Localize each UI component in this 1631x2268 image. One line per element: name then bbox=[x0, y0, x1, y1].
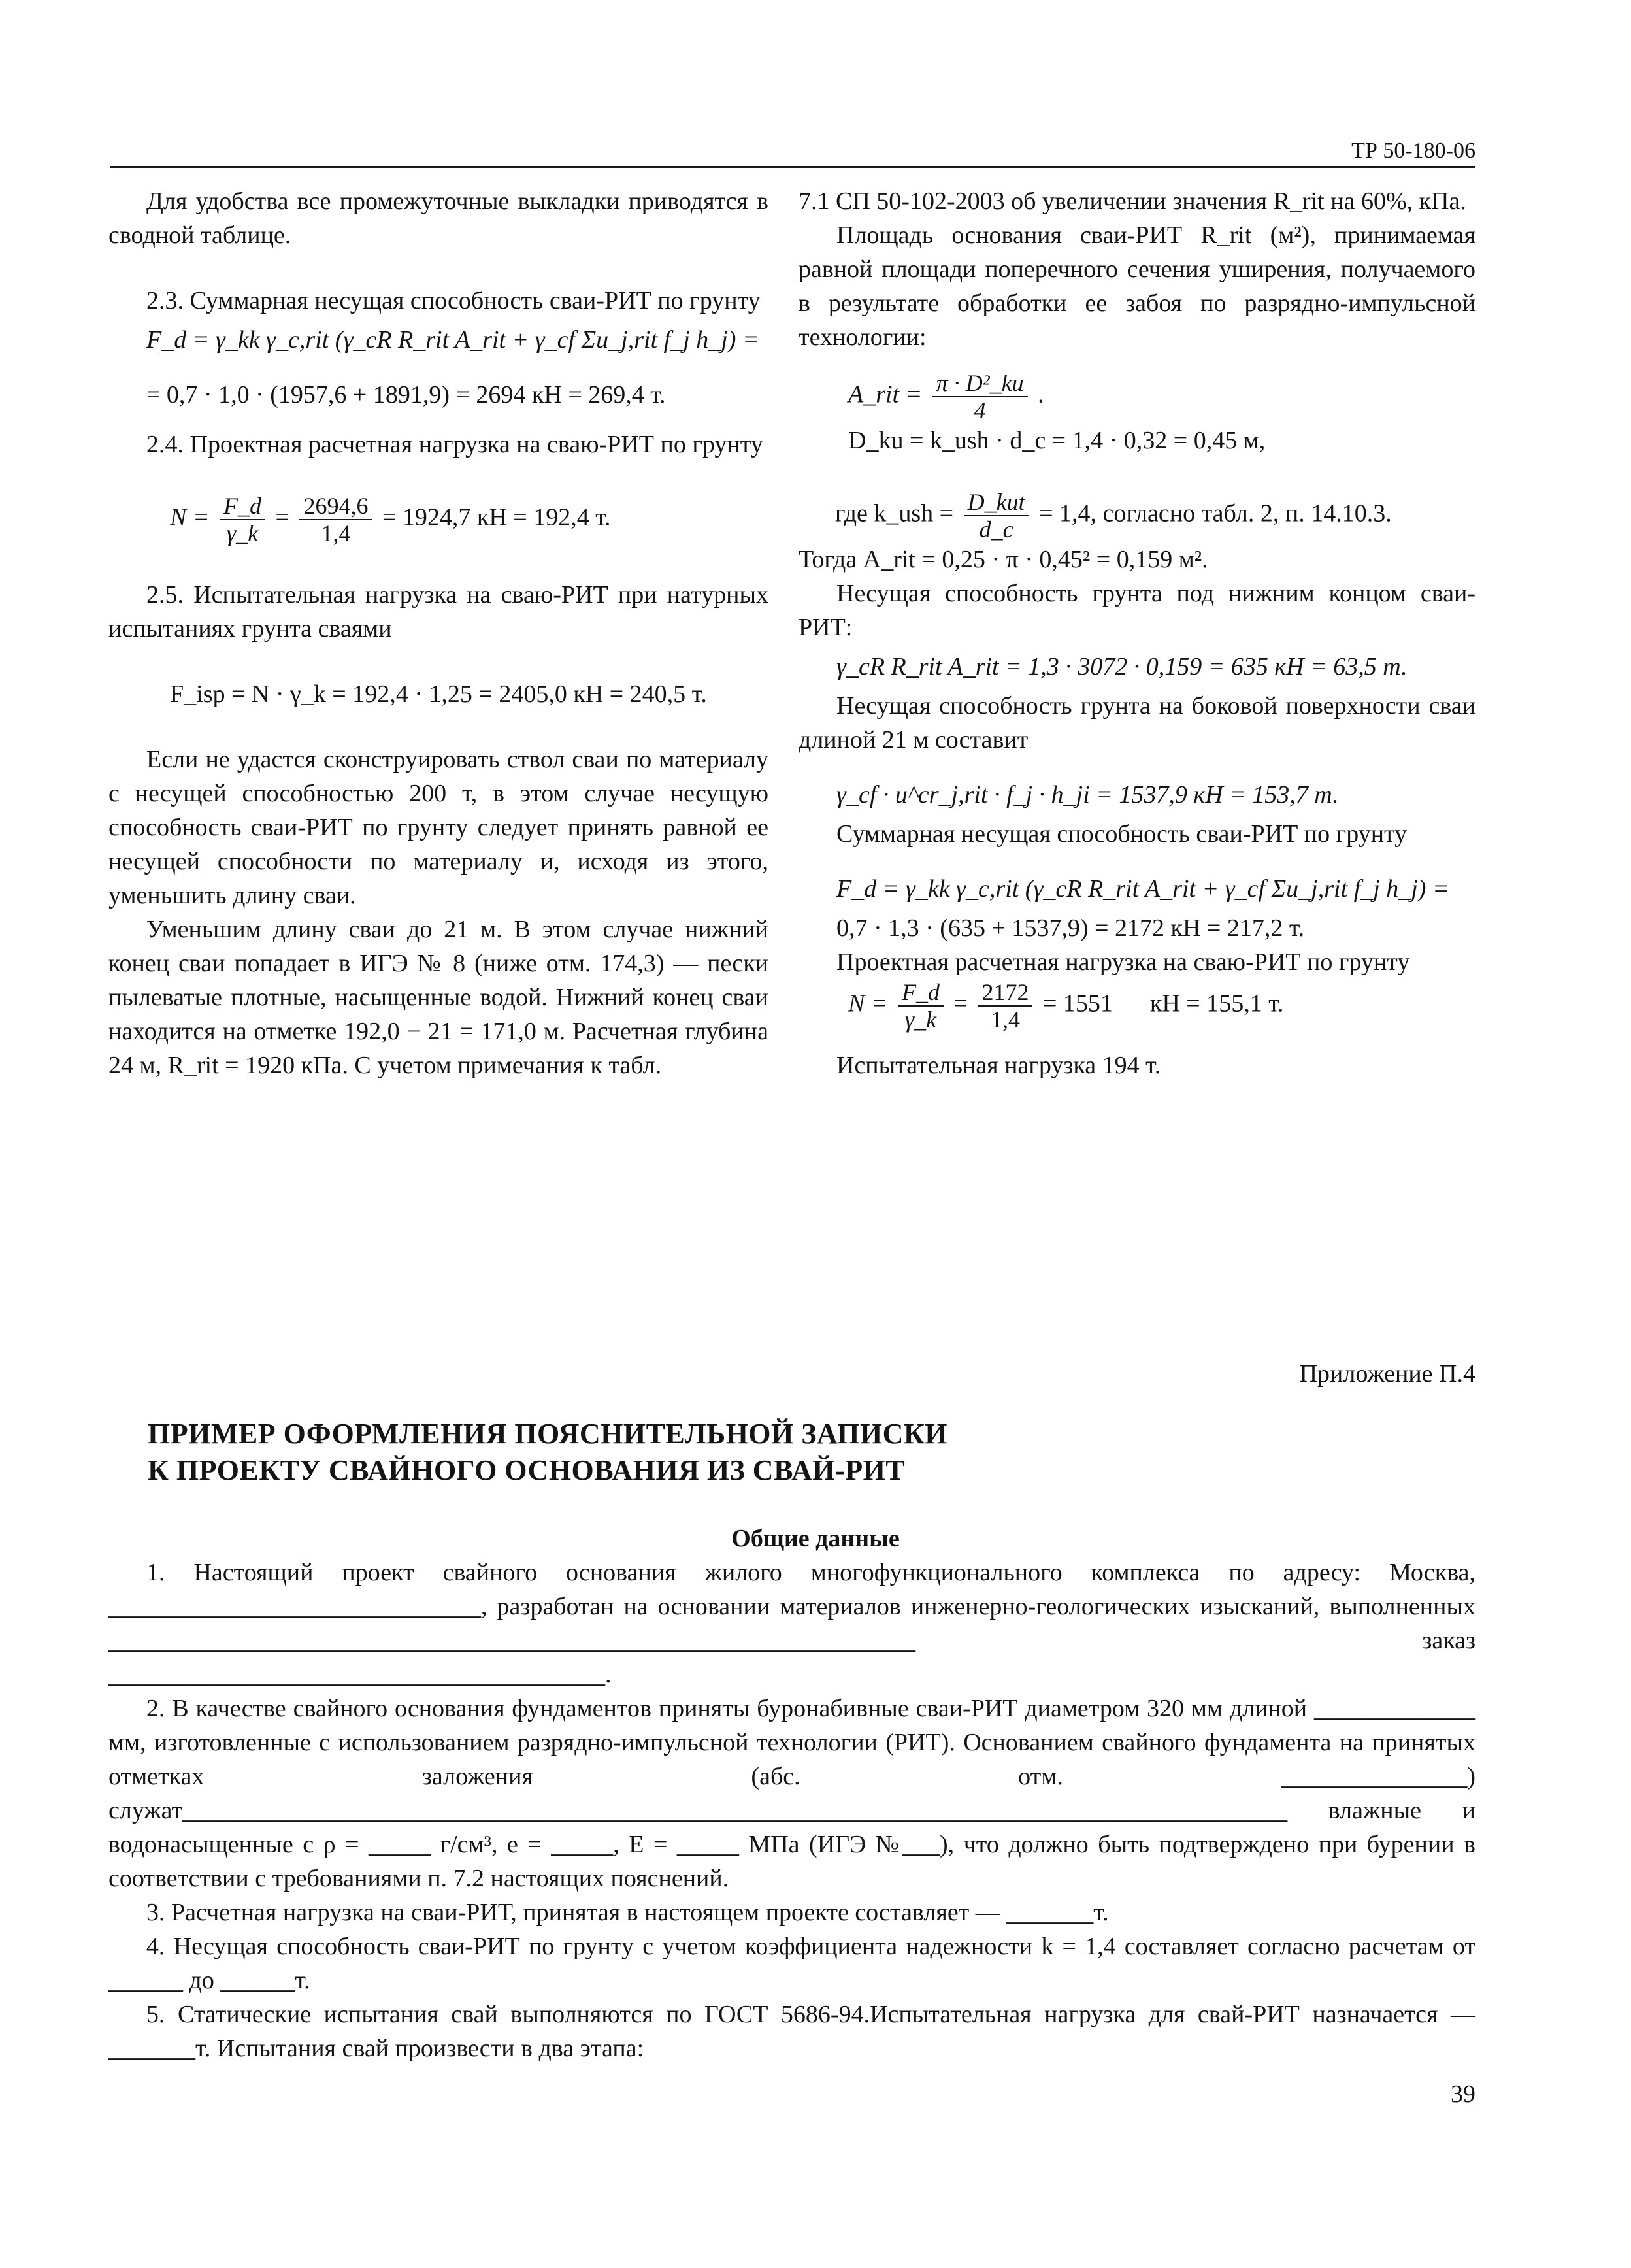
fraction-numerator: D_kut bbox=[964, 489, 1029, 516]
appendix-item-1: 1. Настоящий проект свайного основания жилого многофункционального комплекса по адресу: Москва, ______________________________, разработан на основании материалов инженерно-геологических изысканий, выполненных _________________________________________________________________ заказ ________________________________________. bbox=[108, 1559, 1475, 1688]
left-column bbox=[108, 184, 768, 1082]
appendix-item-4: 4. Несущая способность сваи-РИТ по грунту с учетом коэффициента надежности k = 1,4 составляет согласно расчетам от ______ до ______т. bbox=[108, 1933, 1475, 1994]
fraction-numerator: F_d bbox=[220, 493, 265, 520]
test-load-line: Испытательная нагрузка 194 т. bbox=[836, 1052, 1161, 1079]
fraction-denominator: γ_k bbox=[904, 1007, 937, 1033]
section-subtitle: Общие данные bbox=[731, 1525, 900, 1552]
fraction-denominator: d_c bbox=[979, 516, 1013, 542]
area-result-line: Тогда A_rit = 0,25 · π · 0,45² = 0,159 м². bbox=[799, 546, 1208, 573]
fraction-numerator: 2694,6 bbox=[299, 493, 372, 520]
fraction-numerator: 2172 bbox=[978, 979, 1032, 1007]
document-code: ТР 50-180-06 bbox=[1351, 139, 1475, 163]
section-2-3-title: 2.3. Суммарная несущая способность сваи-РИТ по грунту bbox=[146, 287, 761, 314]
area-formula bbox=[799, 370, 1475, 424]
side-surface-paragraph: Несущая способность грунта на боковой поверхности сваи длиной 21 м составит bbox=[799, 692, 1475, 754]
test-load-formula: F_isp = N · γ_k = 192,4 · 1,25 = 2405,0 кН = 240,5 т. bbox=[170, 680, 707, 708]
appendix-title bbox=[148, 1416, 1389, 1489]
fraction-denominator: 1,4 bbox=[321, 520, 351, 546]
reduced-length-paragraph: Уменьшим длину сваи до 21 м. В этом случае нижний конец сваи попадает в ИГЭ № 8 (ниже отм. 174,3) — пески пылеватые плотные, насыщенные водой. Нижний конец сваи находится на отметке 192,0 − 21 = 171,0 м. Расчетная глубина 24 м, R_rit = 1920 кПа. С учетом примечания к табл. bbox=[108, 916, 768, 1079]
fraction-fd-gk bbox=[898, 979, 944, 1033]
side-surface-formula: γ_cf · u^cr_j,rit · f_j · h_ji = 1537,9 кН = 153,7 т. bbox=[836, 781, 1339, 809]
appendix-body bbox=[108, 1556, 1475, 2065]
lower-end-paragraph: Несущая способность грунта под нижним концом сваи-РИТ: bbox=[799, 580, 1475, 641]
area-lhs: A_rit = bbox=[848, 380, 923, 409]
area-period: . bbox=[1038, 380, 1044, 409]
fraction-numerator: π · D²_ku bbox=[932, 370, 1028, 397]
appendix-title-line-2: К ПРОЕКТУ СВАЙНОГО ОСНОВАНИЯ ИЗ СВАЙ-РИТ bbox=[148, 1454, 906, 1486]
total-capacity-formula: F_d = γ_kk γ_c,rit (γ_cR R_rit A_rit + γ_cf Σu_j,rit f_j h_j) = bbox=[836, 875, 1449, 903]
right-column bbox=[799, 184, 1475, 1082]
fraction-denominator: 1,4 bbox=[990, 1007, 1020, 1033]
section-2-5-title: 2.5. Испытательная нагрузка на сваю-РИТ при натурных испытаниях грунта сваями bbox=[108, 581, 768, 642]
fraction-kush bbox=[964, 489, 1029, 542]
fraction-denominator: γ_k bbox=[226, 520, 259, 546]
appendix-item-5: 5. Статические испытания свай выполняются по ГОСТ 5686-94.Испытательная нагрузка для свай-РИТ назначается — _______т. Испытания свай произвести в два этапа: bbox=[108, 2001, 1475, 2062]
equals-sign: = bbox=[953, 990, 968, 1018]
appendix-item-2: 2. В качестве свайного основания фундаментов приняты буронабивные сваи-РИТ диаметром 320 мм длиной _____________ мм, изготовленные с использованием разрядно-импульсной технологии (РИТ). Основанием свайного фундамента на принятых отметках заложения (абс. отм. _______________) служат_________________________________________________________________________________________ влажные и водонасыщенные с ρ = _____ г/см³, e = _____, E = _____ МПа (ИГЭ №___), что должно быть подтверждено при бурении в соответствии с требованиями п. 7.2 настоящих пояснений. bbox=[108, 1695, 1475, 1892]
bearing-capacity-result: = 0,7 · 1,0 · (1957,6 + 1891,9) = 2694 кН = 269,4 т. bbox=[146, 381, 666, 409]
page-number: 39 bbox=[1451, 2080, 1475, 2108]
total-capacity-result: 0,7 · 1,3 · (635 + 1537,9) = 2172 кН = 217,2 т. bbox=[836, 914, 1305, 942]
total-capacity-paragraph: Суммарная несущая способность сваи-РИТ по грунту bbox=[836, 820, 1408, 848]
design-load-paragraph: Проектная расчетная нагрузка на сваю-РИТ по грунту bbox=[836, 948, 1410, 976]
header-rule bbox=[110, 166, 1475, 168]
fraction-values bbox=[299, 493, 372, 546]
intro-paragraph: Для удобства все промежуточные выкладки приводятся в сводной таблице. bbox=[108, 188, 768, 249]
where-suffix: = 1,4, согласно табл. 2, п. 14.10.3. bbox=[1039, 499, 1392, 527]
appendix-title-line-1: ПРИМЕР ОФОРМЛЕНИЯ ПОЯСНИТЕЛЬНОЙ ЗАПИСКИ bbox=[148, 1418, 947, 1450]
fraction-denominator: 4 bbox=[974, 397, 986, 424]
fraction-area bbox=[932, 370, 1028, 424]
fraction-values bbox=[978, 979, 1032, 1033]
material-capacity-paragraph: Если не удастся сконструировать ствол сваи по материалу с несущей способностью 200 т, в этом случае несущую способность сваи-РИТ по грунту следует принять равной ее несущей способности по материалу и, исходя из этого, уменьшить длину сваи. bbox=[108, 746, 768, 909]
fraction-fd-gk bbox=[220, 493, 265, 546]
design-load-formula-2 bbox=[799, 979, 1475, 1033]
design-load-lhs: N = bbox=[170, 503, 210, 531]
appendix-item-3: 3. Расчетная нагрузка на сваи-РИТ, принятая в настоящем проекте составляет — _______т. bbox=[146, 1899, 1109, 1926]
design-load-result: = 1551 кН = 155,1 т. bbox=[1042, 990, 1284, 1018]
dku-formula: D_ku = k_ush · d_c = 1,4 · 0,32 = 0,45 м, bbox=[848, 427, 1266, 454]
bearing-capacity-formula: F_d = γ_kk γ_c,rit (γ_cR R_rit A_rit + γ_cf Σu_j,rit f_j h_j) = bbox=[146, 326, 759, 354]
design-load-lhs: N = bbox=[848, 990, 888, 1018]
continuation-paragraph: 7.1 СП 50-102-2003 об увеличении значения R_rit на 60%, кПа. bbox=[799, 188, 1466, 215]
where-prefix: где k_ush = bbox=[835, 499, 954, 527]
design-load-formula bbox=[108, 493, 768, 546]
equals-sign: = bbox=[275, 503, 289, 531]
fraction-numerator: F_d bbox=[898, 979, 944, 1007]
appendix-label: Приложение П.4 bbox=[1299, 1360, 1475, 1388]
where-kush-line bbox=[799, 489, 1475, 542]
section-2-4-title: 2.4. Проектная расчетная нагрузка на сваю-РИТ по грунту bbox=[146, 431, 763, 458]
design-load-result: = 1924,7 кН = 192,4 т. bbox=[382, 503, 611, 531]
lower-end-formula: γ_cR R_rit A_rit = 1,3 · 3072 · 0,159 = 635 кН = 63,5 т. bbox=[836, 653, 1408, 680]
base-area-paragraph: Площадь основания сваи-РИТ R_rit (м²), принимаемая равной площади поперечного сечения уширения, получаемого в результате обработки ее забоя по разрядно-импульсной технологии: bbox=[799, 222, 1475, 351]
